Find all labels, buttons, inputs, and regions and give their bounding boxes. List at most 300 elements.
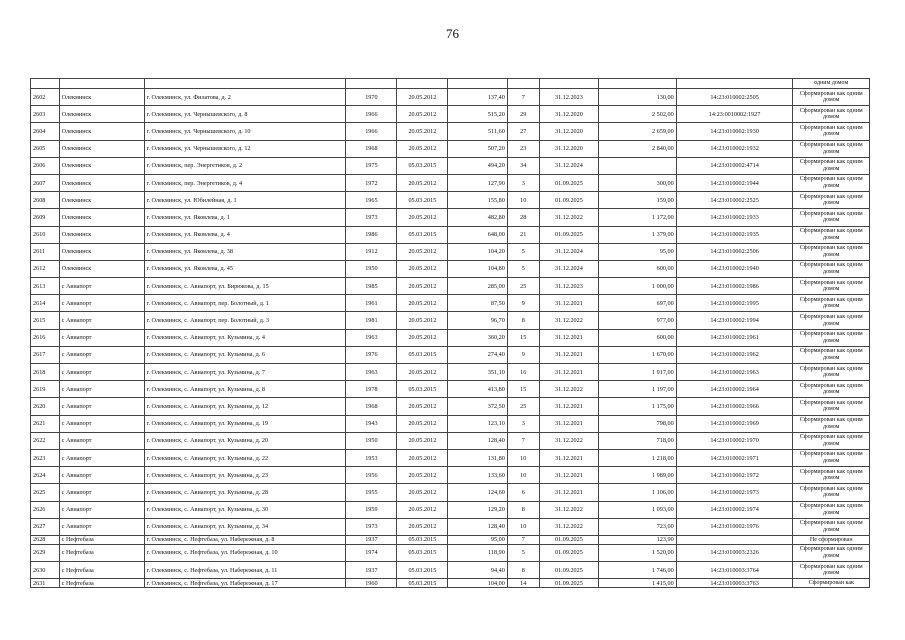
cell-residents: 10 bbox=[507, 518, 539, 535]
cell-area: 137,40 bbox=[448, 89, 507, 106]
cell-cost: 600,00 bbox=[599, 329, 677, 346]
cell-number: 2612 bbox=[31, 260, 60, 277]
cell-number: 2610 bbox=[31, 226, 60, 243]
cell-planned-date: 31.12.2021 bbox=[539, 398, 598, 415]
cell-residents: 3 bbox=[507, 174, 539, 191]
cell-locality: с Авиапорт bbox=[59, 449, 144, 466]
table-row bbox=[31, 106, 870, 123]
cell-status: Сформирован как одним домом bbox=[793, 209, 870, 226]
cell-cost: 1 520,00 bbox=[599, 544, 677, 561]
cell-number: 2609 bbox=[31, 209, 60, 226]
cell-locality: с Нефтебаза bbox=[59, 544, 144, 561]
cell-status: Сформирован как одним домом bbox=[793, 192, 870, 209]
cell-status: Сформирован как одним домом bbox=[793, 140, 870, 157]
cell-date: 05.03.2015 bbox=[397, 562, 448, 579]
cell-number: 2604 bbox=[31, 123, 60, 140]
cell-cadastral-number: 14:23:010002:1970 bbox=[676, 432, 793, 449]
cell-locality: Олекминск bbox=[59, 174, 144, 191]
cell-area: 372,50 bbox=[448, 398, 507, 415]
cell-date: 20.05.2012 bbox=[397, 518, 448, 535]
cell-planned-date: 31.12.2023 bbox=[539, 278, 598, 295]
cell-area: 129,20 bbox=[448, 501, 507, 518]
cell-cadastral-number: 14:23:010002:2525 bbox=[676, 192, 793, 209]
cell-cost: 600,00 bbox=[599, 260, 677, 277]
cell-year: 1966 bbox=[346, 106, 397, 123]
table-row bbox=[31, 381, 870, 398]
cell-number: 2608 bbox=[31, 192, 60, 209]
cell-cadastral-number: 14:23:010002:1932 bbox=[676, 140, 793, 157]
cell-number: 2611 bbox=[31, 243, 60, 260]
cell-year: 1968 bbox=[346, 398, 397, 415]
cell-cadastral-number bbox=[676, 535, 793, 544]
cell-address: г. Олекминск, пер. Энергетиков, д. 4 bbox=[144, 174, 346, 191]
cell-address: г. Олекминск, с. Авиапорт, пер. Болотный, д. 3 bbox=[144, 312, 346, 329]
cell-cadastral-number: 14:23:010002:1972 bbox=[676, 467, 793, 484]
cell-planned-date: 01.09.2025 bbox=[539, 562, 598, 579]
cell-status: Сформирован как одним домом bbox=[793, 157, 870, 174]
cell-planned-date: 31.12.2021 bbox=[539, 329, 598, 346]
cell-residents: 10 bbox=[507, 467, 539, 484]
cell-area: 507,20 bbox=[448, 140, 507, 157]
cell-date: 20.05.2012 bbox=[397, 501, 448, 518]
cell-year: 1975 bbox=[346, 157, 397, 174]
cell-cadastral-number: 14:23:010002:1969 bbox=[676, 415, 793, 432]
cell-year: 1965 bbox=[346, 192, 397, 209]
cell-status: Сформирован как одним домом bbox=[793, 449, 870, 466]
cell-cadastral-number: 14:23:010002:1930 bbox=[676, 123, 793, 140]
cell-status: Сформирован как одним домом bbox=[793, 174, 870, 191]
cell-status: Сформирован как bbox=[793, 579, 870, 588]
cell-address: г. Олекминск, с. Нефтебаза, ул. Набережная, д. 11 bbox=[144, 562, 346, 579]
cell-locality: с Авиапорт bbox=[59, 398, 144, 415]
cell-number: 2622 bbox=[31, 432, 60, 449]
cell-area: 104,20 bbox=[448, 243, 507, 260]
cell-cost: 300,00 bbox=[599, 174, 677, 191]
cell-area: 96,70 bbox=[448, 312, 507, 329]
table-row bbox=[31, 140, 870, 157]
cell-cost: 977,00 bbox=[599, 312, 677, 329]
cell-address: г. Олекминск, пер. Энергетиков, д. 2 bbox=[144, 157, 346, 174]
cell-address: г. Олекминск, с. Авиапорт, ул. Кузьмина, д. 6 bbox=[144, 346, 346, 363]
cell-date: 05.03.2015 bbox=[397, 535, 448, 544]
cell-area: 511,60 bbox=[448, 123, 507, 140]
cell-number: 2605 bbox=[31, 140, 60, 157]
cell-status: Сформирован как одним домом bbox=[793, 226, 870, 243]
cell-number: 2626 bbox=[31, 501, 60, 518]
cell-date: 05.03.2015 bbox=[397, 157, 448, 174]
cell-year: 1960 bbox=[346, 579, 397, 588]
cell-number: 2607 bbox=[31, 174, 60, 191]
table-row bbox=[31, 157, 870, 174]
cell-area: 648,00 bbox=[448, 226, 507, 243]
cell-address: г. Олекминск, с. Авиапорт, ул. Кузьмина, д. 28 bbox=[144, 484, 346, 501]
cell-residents: 29 bbox=[507, 106, 539, 123]
cell-status: Сформирован как одним домом bbox=[793, 518, 870, 535]
cell-cost: 2 840,00 bbox=[599, 140, 677, 157]
cell-residents: 21 bbox=[507, 226, 539, 243]
cell-cadastral-number: 14:23:010002:1995 bbox=[676, 295, 793, 312]
cell-planned-date: 31.12.2024 bbox=[539, 243, 598, 260]
cell-locality: с Нефтебаза bbox=[59, 562, 144, 579]
cell-residents: 23 bbox=[507, 140, 539, 157]
cell-locality: с Авиапорт bbox=[59, 501, 144, 518]
cell-number: 2627 bbox=[31, 518, 60, 535]
cell-year: 1912 bbox=[346, 243, 397, 260]
cell-year: 1963 bbox=[346, 329, 397, 346]
table-row bbox=[31, 579, 870, 588]
cell-year: 1985 bbox=[346, 278, 397, 295]
cell-status: Сформирован как одним домом bbox=[793, 415, 870, 432]
cell-date: 20.05.2012 bbox=[397, 106, 448, 123]
cell-year: 1974 bbox=[346, 544, 397, 561]
table-row bbox=[31, 226, 870, 243]
cell-date: 20.05.2012 bbox=[397, 467, 448, 484]
cell-status: Сформирован как одним домом bbox=[793, 398, 870, 415]
cell-locality: Олекминск bbox=[59, 157, 144, 174]
cell-residents: 6 bbox=[507, 484, 539, 501]
cell-cost: 798,00 bbox=[599, 415, 677, 432]
cell-planned-date: 01.09.2025 bbox=[539, 192, 598, 209]
cell-cost: 1 197,00 bbox=[599, 381, 677, 398]
table-row bbox=[31, 415, 870, 432]
table-row bbox=[31, 174, 870, 191]
cell-residents: 8 bbox=[507, 312, 539, 329]
cell-locality: Олекминск bbox=[59, 243, 144, 260]
cell-locality: с Авиапорт bbox=[59, 518, 144, 535]
cell-date: 20.05.2012 bbox=[397, 243, 448, 260]
cell-date: 20.05.2012 bbox=[397, 209, 448, 226]
cell-area: 118,90 bbox=[448, 544, 507, 561]
cell-status: Сформирован как одним домом bbox=[793, 312, 870, 329]
cell-cadastral-number: 14:23:010002:1974 bbox=[676, 501, 793, 518]
cell-number: 2614 bbox=[31, 295, 60, 312]
cell-cadastral-number: 14:23:010002:2505 bbox=[676, 89, 793, 106]
cell-area: 482,80 bbox=[448, 209, 507, 226]
cell-number: 2603 bbox=[31, 106, 60, 123]
cell-locality: Олекминск bbox=[59, 192, 144, 209]
cell-area: 494,20 bbox=[448, 157, 507, 174]
cell-date: 05.03.2015 bbox=[397, 192, 448, 209]
cell-cadastral-number: 14:23:010002:1994 bbox=[676, 312, 793, 329]
cell-cost: 697,00 bbox=[599, 295, 677, 312]
cell-year: 1973 bbox=[346, 518, 397, 535]
table-row bbox=[31, 432, 870, 449]
cell-number: 2621 bbox=[31, 415, 60, 432]
cell-locality: с Авиапорт bbox=[59, 415, 144, 432]
cell-year: 1955 bbox=[346, 484, 397, 501]
cell-planned-date: 31.12.2021 bbox=[539, 346, 598, 363]
cell-planned-date: 31.12.2021 bbox=[539, 415, 598, 432]
cell-planned-date: 31.12.2022 bbox=[539, 209, 598, 226]
cell-year: 1950 bbox=[346, 260, 397, 277]
cell-area: 87,50 bbox=[448, 295, 507, 312]
cell-address: г. Олекминск, ул. Яковлева, д. 45 bbox=[144, 260, 346, 277]
cell-year: 1978 bbox=[346, 381, 397, 398]
cell-address: г. Олекминск, с. Авиапорт, ул. Кузьмина, д. 34 bbox=[144, 518, 346, 535]
cell-cost: 1 093,00 bbox=[599, 501, 677, 518]
cell-cost: 1 746,00 bbox=[599, 562, 677, 579]
table-row bbox=[31, 192, 870, 209]
cell-date: 05.03.2015 bbox=[397, 226, 448, 243]
cell-area: 95,00 bbox=[448, 535, 507, 544]
cell-planned-date: 01.09.2025 bbox=[539, 579, 598, 588]
cell-status: одним домом bbox=[793, 79, 870, 89]
cell-residents: 7 bbox=[507, 432, 539, 449]
cell-residents: 25 bbox=[507, 398, 539, 415]
cell-date: 05.03.2015 bbox=[397, 381, 448, 398]
cell-residents: 15 bbox=[507, 329, 539, 346]
cell-number: 2615 bbox=[31, 312, 60, 329]
cell-year: 1981 bbox=[346, 312, 397, 329]
cell-number: 2616 bbox=[31, 329, 60, 346]
cell-cost: 1 415,00 bbox=[599, 579, 677, 588]
table-row bbox=[31, 518, 870, 535]
cell-planned-date: 31.12.2024 bbox=[539, 157, 598, 174]
cell-cost: 2 659,00 bbox=[599, 123, 677, 140]
cell-area: 104,80 bbox=[448, 260, 507, 277]
cell-year: 1959 bbox=[346, 501, 397, 518]
cell-number: 2624 bbox=[31, 467, 60, 484]
cell-area: 124,60 bbox=[448, 484, 507, 501]
cell-number: 2630 bbox=[31, 562, 60, 579]
cell-area: 128,40 bbox=[448, 432, 507, 449]
cell-year: 1953 bbox=[346, 449, 397, 466]
cell-address: г. Олекминск, с. Авиапорт, ул. Кузьмина, д. 22 bbox=[144, 449, 346, 466]
cell-year: 1950 bbox=[346, 432, 397, 449]
cell-address: г. Олекминск, ул. Юбилейная, д. 1 bbox=[144, 192, 346, 209]
cell-status: Сформирован как одним домом bbox=[793, 467, 870, 484]
cell-locality: Олекминск bbox=[59, 209, 144, 226]
page-number: 76 bbox=[446, 26, 459, 41]
cell-date: 20.05.2012 bbox=[397, 89, 448, 106]
table-row bbox=[31, 364, 870, 381]
cell-year: 1963 bbox=[346, 364, 397, 381]
cell-status: Сформирован как одним домом bbox=[793, 484, 870, 501]
cell-planned-date: 31.12.2022 bbox=[539, 518, 598, 535]
cell-locality: с Авиапорт bbox=[59, 312, 144, 329]
cell-year: 1972 bbox=[346, 174, 397, 191]
cell-number: 2631 bbox=[31, 579, 60, 588]
cell-cost: 1 989,00 bbox=[599, 467, 677, 484]
cell-planned-date: 31.12.2022 bbox=[539, 432, 598, 449]
cell-address: г. Олекминск, с. Авиапорт, пер. Болотный, д. 1 bbox=[144, 295, 346, 312]
cell-year: 1937 bbox=[346, 562, 397, 579]
table-row bbox=[31, 484, 870, 501]
cell-status: Сформирован как одним домом bbox=[793, 243, 870, 260]
cell-date: 05.03.2015 bbox=[397, 579, 448, 588]
table-row bbox=[31, 449, 870, 466]
cell-cost: 1 000,00 bbox=[599, 278, 677, 295]
cell-number: 2606 bbox=[31, 157, 60, 174]
cell-locality: с Авиапорт bbox=[59, 381, 144, 398]
cell-planned-date: 01.09.2025 bbox=[539, 174, 598, 191]
cell-residents: 5 bbox=[507, 243, 539, 260]
cell-area: 133,60 bbox=[448, 467, 507, 484]
cell-cadastral-number: 14:23:010002:1962 bbox=[676, 346, 793, 363]
table-row bbox=[31, 501, 870, 518]
table-row bbox=[31, 260, 870, 277]
cell-year: 1937 bbox=[346, 535, 397, 544]
cell-number: 2617 bbox=[31, 346, 60, 363]
cell-year: 1943 bbox=[346, 415, 397, 432]
cell-residents: 5 bbox=[507, 544, 539, 561]
cell-cadastral-number: 14:23:010003:3764 bbox=[676, 562, 793, 579]
cell-status: Сформирован как одним домом bbox=[793, 381, 870, 398]
cell-date: 20.05.2012 bbox=[397, 278, 448, 295]
cell-date: 20.05.2012 bbox=[397, 398, 448, 415]
cell-date: 20.05.2012 bbox=[397, 329, 448, 346]
cell-cost: 723,00 bbox=[599, 518, 677, 535]
cell-date: 05.03.2015 bbox=[397, 544, 448, 561]
cell-area: 413,80 bbox=[448, 381, 507, 398]
cell-address: г. Олекминск, ул. Яковлева, д. 4 bbox=[144, 226, 346, 243]
cell-residents: 27 bbox=[507, 123, 539, 140]
cell-date: 20.05.2012 bbox=[397, 432, 448, 449]
cell-cadastral-number: 14:23:010002:1963 bbox=[676, 364, 793, 381]
cell-cost: 130,00 bbox=[599, 89, 677, 106]
cell-address: г. Олекминск, ул. Яковлева, д. 1 bbox=[144, 209, 346, 226]
cell-status: Сформирован как одним домом bbox=[793, 123, 870, 140]
cell-planned-date: 31.12.2020 bbox=[539, 123, 598, 140]
cell-status: Сформирован как одним домом bbox=[793, 260, 870, 277]
cell-residents: 7 bbox=[507, 89, 539, 106]
cell-number: 2618 bbox=[31, 364, 60, 381]
cell-locality: Олекминск bbox=[59, 260, 144, 277]
cell-cost bbox=[599, 157, 677, 174]
table-row bbox=[31, 312, 870, 329]
cell-status: Сформирован как одним домом bbox=[793, 346, 870, 363]
table-row bbox=[31, 278, 870, 295]
cell-area: 127,90 bbox=[448, 174, 507, 191]
cell-locality: с Авиапорт bbox=[59, 364, 144, 381]
cell-planned-date: 31.12.2021 bbox=[539, 449, 598, 466]
cell-status: Сформирован как одним домом bbox=[793, 562, 870, 579]
cell-locality: с Авиапорт bbox=[59, 467, 144, 484]
cell-cost: 123,90 bbox=[599, 535, 677, 544]
cell-cost: 1 379,00 bbox=[599, 226, 677, 243]
cell-address: г. Олекминск, с. Нефтебаза, ул. Набережная, д. 17 bbox=[144, 579, 346, 588]
table-row bbox=[31, 123, 870, 140]
cell-address: г. Олекминск, ул. Яковлева, д. 38 bbox=[144, 243, 346, 260]
cell-address: г. Олекминск, с. Авиапорт, ул. Кузьмина, д. 8 bbox=[144, 381, 346, 398]
cell-address: г. Олекминск, ул. Чернышевского, д. 8 bbox=[144, 106, 346, 123]
cell-address: г. Олекминск, с. Авиапорт, ул. Кузьмина, д. 7 bbox=[144, 364, 346, 381]
cell-year: 1961 bbox=[346, 295, 397, 312]
cell-address: г. Олекминск, с. Авиапорт, ул. Кузьмина, д. 12 bbox=[144, 398, 346, 415]
cell-status: Сформирован как одним домом bbox=[793, 89, 870, 106]
cell-residents: 8 bbox=[507, 501, 539, 518]
cell-locality: Олекминск bbox=[59, 140, 144, 157]
cell-residents: 5 bbox=[507, 260, 539, 277]
cell-number: 2613 bbox=[31, 278, 60, 295]
cell-cadastral-number: 14:23:010002:4714 bbox=[676, 157, 793, 174]
cell-cadastral-number: 14:23:010003:2326 bbox=[676, 544, 793, 561]
table-row bbox=[31, 329, 870, 346]
cell-area: 123,10 bbox=[448, 415, 507, 432]
cell-locality: с Нефтебаза bbox=[59, 535, 144, 544]
cell-status: Сформирован как одним домом bbox=[793, 501, 870, 518]
cell-cadastral-number: 14:23:010002:1966 bbox=[676, 398, 793, 415]
cell-residents: 10 bbox=[507, 449, 539, 466]
cell-date: 20.05.2012 bbox=[397, 260, 448, 277]
table-row bbox=[31, 209, 870, 226]
cell-locality: с Нефтебаза bbox=[59, 579, 144, 588]
cell-year: 1976 bbox=[346, 346, 397, 363]
cell-locality: Олекминск bbox=[59, 226, 144, 243]
cell-status: Сформирован как одним домом bbox=[793, 432, 870, 449]
cell-residents: 9 bbox=[507, 295, 539, 312]
cell-residents: 9 bbox=[507, 346, 539, 363]
cell-area: 131,80 bbox=[448, 449, 507, 466]
cell-cadastral-number: 14:23:010002:1935 bbox=[676, 226, 793, 243]
cell-date: 20.05.2012 bbox=[397, 364, 448, 381]
cell-area: 128,40 bbox=[448, 518, 507, 535]
cell-number: 2623 bbox=[31, 449, 60, 466]
cell-year: 1973 bbox=[346, 209, 397, 226]
cell-number: 2602 bbox=[31, 89, 60, 106]
cell-cadastral-number: 14:23:010002:1973 bbox=[676, 484, 793, 501]
cell-status: Не сформирован bbox=[793, 535, 870, 544]
cell-cadastral-number: 14:23:010002:1964 bbox=[676, 381, 793, 398]
cell-address: г. Олекминск, с. Авиапорт, ул. Кузьмина, д. 23 bbox=[144, 467, 346, 484]
cell-address: г. Олекминск, ул. Чернышевского, д. 10 bbox=[144, 123, 346, 140]
cell-locality: с Авиапорт bbox=[59, 484, 144, 501]
table-row bbox=[31, 398, 870, 415]
cell-status: Сформирован как одним домом bbox=[793, 329, 870, 346]
cell-cadastral-number: 14:23:010002:1971 bbox=[676, 449, 793, 466]
cell-year: 1968 bbox=[346, 140, 397, 157]
housing-table bbox=[30, 78, 870, 588]
cell-locality: с Авиапорт bbox=[59, 432, 144, 449]
cell-planned-date: 31.12.2022 bbox=[539, 312, 598, 329]
cell-date: 20.05.2012 bbox=[397, 415, 448, 432]
cell-address: г. Олекминск, ул. Чернышевского, д. 12 bbox=[144, 140, 346, 157]
cell-planned-date: 31.12.2024 bbox=[539, 260, 598, 277]
cell-area: 351,10 bbox=[448, 364, 507, 381]
cell-planned-date: 01.09.2025 bbox=[539, 535, 598, 544]
cell-locality: Олекминск bbox=[59, 123, 144, 140]
cell-cadastral-number: 14:23:010002:1961 bbox=[676, 329, 793, 346]
cell-address: г. Олекминск, с. Авиапорт, ул. Кузьмина, д. 19 bbox=[144, 415, 346, 432]
cell-cadastral-number: 14:23:010003:3763 bbox=[676, 579, 793, 588]
cell-planned-date: 01.09.2025 bbox=[539, 544, 598, 561]
cell-area: 94,40 bbox=[448, 562, 507, 579]
table-row bbox=[31, 467, 870, 484]
table-row bbox=[31, 89, 870, 106]
cell-residents: 16 bbox=[507, 364, 539, 381]
cell-planned-date: 31.12.2023 bbox=[539, 89, 598, 106]
cell-locality: с Авиапорт bbox=[59, 295, 144, 312]
cell-date: 05.03.2015 bbox=[397, 346, 448, 363]
cell-area: 155,80 bbox=[448, 192, 507, 209]
cell-residents: 28 bbox=[507, 209, 539, 226]
cell-date: 20.05.2012 bbox=[397, 449, 448, 466]
cell-status: Сформирован как одним домом bbox=[793, 544, 870, 561]
cell-number: 2628 bbox=[31, 535, 60, 544]
cell-cost: 1 106,00 bbox=[599, 484, 677, 501]
cell-residents: 7 bbox=[507, 535, 539, 544]
cell-area: 285,00 bbox=[448, 278, 507, 295]
cell-residents: 10 bbox=[507, 192, 539, 209]
cell-locality: с Авиапорт bbox=[59, 346, 144, 363]
cell-number: 2620 bbox=[31, 398, 60, 415]
cell-status: Сформирован как одним домом bbox=[793, 106, 870, 123]
cell-cadastral-number: 14:23:010002:1940 bbox=[676, 260, 793, 277]
cell-planned-date: 31.12.2021 bbox=[539, 295, 598, 312]
cell-status: Сформирован как одним домом bbox=[793, 364, 870, 381]
cell-residents: 14 bbox=[507, 579, 539, 588]
table-row bbox=[31, 346, 870, 363]
